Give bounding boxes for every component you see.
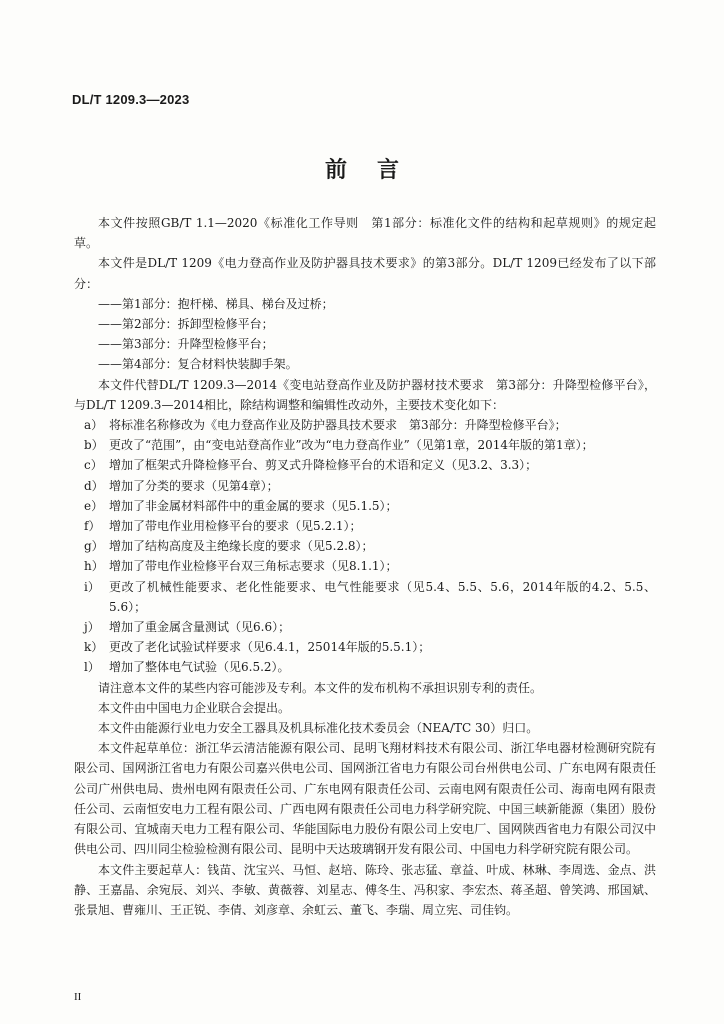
item-text: 增加了整体电气试验（见6.5.2）。 [109, 660, 290, 675]
item-text: 更改了“范围”，由“变电站登高作业”改为“电力登高作业”（见第1章，2014年版的第1章）； [109, 438, 594, 453]
item-label: c） [84, 458, 103, 473]
item-label: g） [84, 539, 104, 554]
item-label: d） [84, 478, 104, 493]
paragraph-drafters: 本文件主要起草人：钱苗、沈宝兴、马恒、赵培、陈玲、张志猛、章益、叶成、林琳、李周选、金点、洪静、王嘉晶、余宛辰、刘兴、李敏、黄薇蓉、刘星志、傅冬生、冯积家、李宏杰、蒋圣超、曾笑鸿、邢国斌、张景旭、曹雍川、王正锐、李倩、刘彦章、余虹云、董飞、李瑞、周立宪、司佳钧。 [74, 862, 656, 917]
item-text: 增加了带电作业检修平台双三角标志要求（见8.1.1）； [109, 559, 398, 574]
item-label: j） [84, 620, 100, 635]
list-item [74, 476, 656, 496]
paragraph-replacement: 本文件代替DL/T 1209.3—2014《变电站登高作业及防护器材技术要求 第3部分：升降型检修平台》，与DL/T 1209.3—2014相比，除结构调整和编辑性改动外，主要技术变化如下： [74, 377, 656, 412]
list-item [74, 577, 656, 617]
item-text: 更改了机械性能要求、老化性能要求、电气性能要求（见5.4、5.5、5.6，2014年版的4.2、5.5、5.6）； [109, 579, 656, 614]
list-item [74, 617, 656, 637]
item-text: 增加了结构高度及主绝缘长度的要求（见5.2.8）； [109, 539, 374, 554]
list-item: ——第3部分：升降型检修平台； [98, 337, 274, 352]
item-text: 增加了带电作业用检修平台的要求（见5.2.1）； [109, 519, 362, 534]
page-number: II [74, 991, 82, 1003]
item-text: 更改了老化试验试样要求（见6.4.1，25014年版的5.5.1）； [109, 640, 431, 655]
item-text: 增加了框架式升降检修平台、剪叉式升降检修平台的术语和定义（见3.2、3.3）； [109, 458, 538, 473]
list-item [74, 657, 656, 677]
item-label: i） [84, 579, 100, 594]
item-text: 增加了非金属材料部件中的重金属的要求（见5.1.5）； [109, 498, 398, 513]
item-text: 增加了重金属含量测试（见6.6）； [109, 620, 291, 635]
item-label: h） [84, 559, 104, 574]
list-item [74, 496, 656, 516]
page-title: 前言 [324, 158, 429, 183]
paragraph-proposer: 本文件由中国电力企业联合会提出。 [98, 700, 291, 715]
list-item [74, 556, 656, 576]
item-label: b） [84, 438, 104, 453]
item-label: k） [84, 640, 104, 655]
item-label: f） [84, 519, 101, 534]
item-text: 将标准名称修改为《电力登高作业及防护器具技术要求 第3部分：升降型检修平台》； [109, 418, 567, 433]
item-label: e） [84, 498, 104, 513]
list-item [74, 455, 656, 475]
item-text: 增加了分类的要求（见第4章）； [109, 478, 279, 493]
item-label: l） [84, 660, 100, 675]
list-item [74, 516, 656, 536]
list-item [74, 536, 656, 556]
paragraph-drafting-rules: 本文件按照GB/T 1.1—2020《标准化工作导则 第1部分：标准化文件的结构和起草规则》的规定起草。 [74, 216, 656, 251]
parts-list [74, 294, 656, 375]
list-item [74, 637, 656, 657]
document-code-header: DL/T 1209.3—2023 [72, 92, 190, 107]
paragraph-series-intro: 本文件是DL/T 1209《电力登高作业及防护器具技术要求》的第3部分。DL/T 1209已经发布了以下部分： [74, 256, 656, 291]
list-item: ——第2部分：拆卸型检修平台； [98, 317, 274, 332]
paragraph-committee: 本文件由能源行业电力安全工器具及机具标准化技术委员会（NEA/TC 30）归口。 [98, 721, 539, 736]
list-item: ——第4部分：复合材料快装脚手架。 [98, 357, 298, 372]
paragraph-drafting-units: 本文件起草单位：浙江华云清洁能源有限公司、昆明飞翔材料技术有限公司、浙江华电器材检测研究院有限公司、国网浙江省电力有限公司嘉兴供电公司、国网浙江省电力有限公司台州供电公司、广东电网有限责任公司广州供电局、贵州电网有限责任公司、广东电网有限责任公司、云南电网有限责任公司、海南电网有限责任公司、云南恒安电力工程有限公司、广西电网有限责任公司电力科学研究院、中国三峡新能源（集团）股份有限公司、宜城南天电力工程有限公司、华能国际电力股份有限公司上安电厂、国网陕西省电力有限公司汉中供电公司、四川同尘检验检测有限公司、昆明中天达玻璃钢开发有限公司、中国电力科学研究院有限公司。 [74, 741, 656, 857]
document-body [74, 213, 656, 920]
list-item: ——第1部分：抱杆梯、梯具、梯台及过桥； [98, 296, 334, 311]
item-label: a） [84, 418, 104, 433]
list-item [74, 435, 656, 455]
changes-list [74, 415, 656, 678]
paragraph-patent-notice: 请注意本文件的某些内容可能涉及专利。本文件的发布机构不承担识别专利的责任。 [98, 680, 543, 695]
list-item [74, 415, 656, 435]
